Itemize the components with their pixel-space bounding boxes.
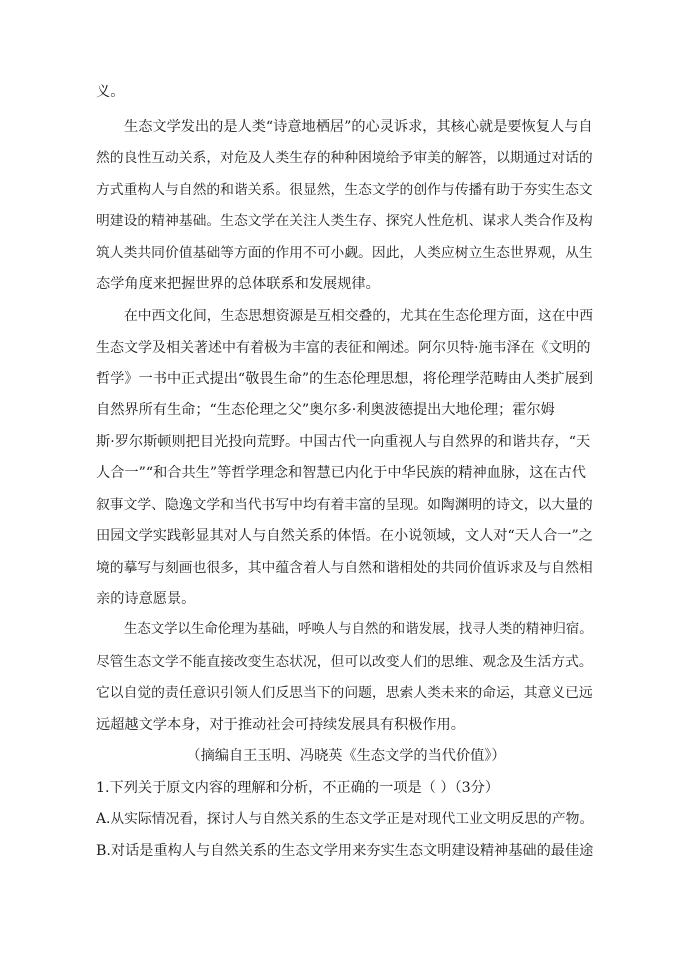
paragraph-line: 境的摹写与刻画也很多，其中蕴含着人与自然和谐相处的共同价值诉求及与自然相 bbox=[96, 560, 593, 576]
paragraph-line: 明建设的精神基础。生态文学在关注人类生存、探究人性危机、谋求人类合作及构 bbox=[96, 213, 593, 229]
question-line: B.对话是重构人与自然关系的生态文学用来夯实生态文明建设精神基础的最佳途 bbox=[96, 843, 594, 859]
paragraph-line: 叙事文学、隐逸文学和当代书写中均有着丰富的呈现。如陶渊明的诗文，以大量的 bbox=[96, 497, 593, 513]
paragraph-line: 生态文学及相关著述中有着极为丰富的表征和阐述。阿尔贝特·施韦泽在《文明的 bbox=[96, 340, 591, 356]
paragraph-line: 哲学》一书中正式提出“敬畏生命”的生态伦理思想，将伦理学范畴由人类扩展到 bbox=[96, 371, 593, 387]
source-citation: （摘编自王玉明、冯晓英《生态文学的当代价值》） bbox=[186, 748, 506, 764]
paragraph-line: 方式重构人与自然的和谐关系。很显然，生态文学的创作与传播有助于夯实生态文 bbox=[96, 182, 593, 198]
paragraph-line: 筑人类共同价值基础等方面的作用不可小觑。因此，人类应树立生态世界观，从生 bbox=[96, 245, 593, 261]
paragraph-line: 远超越文学本身，对于推动社会可持续发展具有积极作用。 bbox=[96, 717, 465, 733]
paragraph-line: 亲的诗意愿景。 bbox=[96, 591, 196, 607]
paragraph-line: 态学角度来把握世界的总体联系和发展规律。 bbox=[96, 276, 380, 292]
paragraph-line: 人合一”“和合共生”等哲学理念和智慧已内化于中华民族的精神血脉，这在古代 bbox=[96, 465, 586, 481]
paragraph-line: 尽管生态文学不能直接改变生态状况，但可以改变人们的思维、观念及生活方式。 bbox=[96, 654, 593, 670]
paragraph-line: 自然界所有生命；“生态伦理之父”奥尔多·利奥波德提出大地伦理；霍尔姆 bbox=[96, 402, 555, 418]
question-line: 1.下列关于原文内容的理解和分析，不正确的一项是（ ）（3分） bbox=[96, 780, 500, 796]
paragraph-line: 生态文学以生命伦理为基础，呼唤人与自然的和谐发展，找寻人类的精神归宿。 bbox=[124, 622, 593, 637]
paragraph-line: 然的良性互动关系，对危及人类生存的种种困境给予审美的解答，以期通过对话的 bbox=[96, 150, 593, 166]
paragraph-line: 在中西文化间，生态思想资源是互相交叠的，尤其在生态伦理方面，这在中西 bbox=[124, 308, 594, 324]
paragraph-line: 生态文学发出的是人类“诗意地栖居”的心灵诉求，其核心就是要恢复人与自 bbox=[124, 119, 593, 135]
paragraph-line: 它以自觉的责任意识引领人们反思当下的问题，思索人类未来的命运，其意义已远 bbox=[96, 685, 593, 701]
paragraph-line: 斯·罗尔斯顿则把目光投向荒野。中国古代一向重视人与自然界的和谐共存，“天 bbox=[96, 434, 591, 450]
paragraph-line: 田园文学实践彰显其对人与自然关系的体悟。在小说领域，文人对“天人合一”之 bbox=[96, 528, 593, 544]
paragraph-line: 义。 bbox=[96, 84, 125, 100]
question-line: A.从实际情况看，探讨人与自然关系的生态文学正是对现代工业文明反思的产物。 bbox=[96, 811, 594, 827]
